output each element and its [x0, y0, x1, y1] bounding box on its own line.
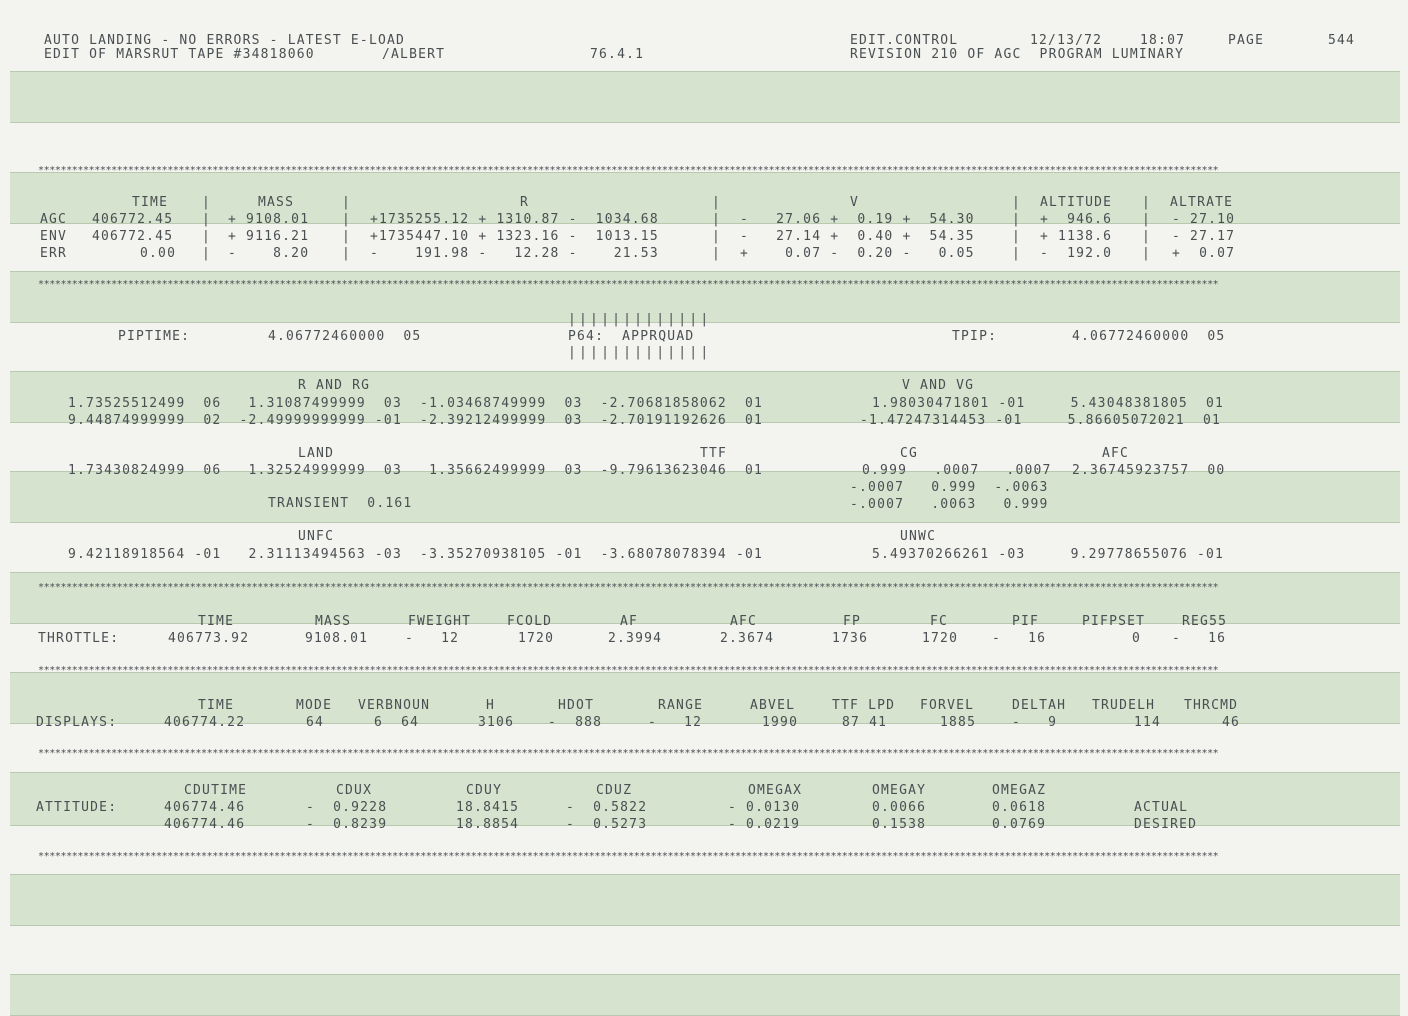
star-separator: ****************************************************************************************************************************************************************************************************************** [38, 582, 1219, 593]
displays-value: 114 [1134, 715, 1162, 730]
col-sep: | [712, 212, 722, 227]
attitude-header: OMEGAY [872, 783, 927, 798]
header-edit-control: EDIT.CONTROL [850, 33, 959, 48]
col-header-time: TIME [132, 195, 169, 210]
col-header-mass: MASS [258, 195, 295, 210]
cell-v: - 27.06 + 0.19 + 54.30 [740, 212, 975, 227]
throttle-header: PIFPSET [1082, 614, 1146, 629]
attitude-header: CDUX [336, 783, 373, 798]
attitude-value: - 0.9228 [306, 800, 388, 815]
col-sep: | [342, 212, 352, 227]
attitude-header: CDUY [466, 783, 503, 798]
cell-altrate: - 27.10 [1172, 212, 1236, 227]
header-time: 18:07 [1140, 33, 1186, 48]
col-sep: | [202, 229, 212, 244]
col-header-v: V [850, 195, 860, 210]
throttle-label: THROTTLE: [38, 631, 120, 646]
displays-header: H [486, 698, 496, 713]
v-and-vg-title: V AND VG [902, 378, 975, 393]
displays-header: DELTAH [1012, 698, 1067, 713]
throttle-value: 1736 [832, 631, 869, 646]
throttle-value: 406773.92 [168, 631, 250, 646]
col-sep: | [202, 246, 212, 261]
star-separator: ****************************************************************************************************************************************************************************************************************** [38, 165, 1219, 176]
land-title: LAND [298, 446, 335, 461]
throttle-value: - 16 [992, 631, 1047, 646]
throttle-header: TIME [198, 614, 235, 629]
piptime-label: PIPTIME: [118, 329, 191, 344]
row-label: ERR [40, 246, 68, 261]
cell-r: +1735255.12 + 1310.87 - 1034.68 [370, 212, 659, 227]
pip-bars-bottom: ||||||||||||| [568, 345, 712, 360]
unfc-row: 9.42118918564 -01 2.31113494563 -03 -3.35270938105 -01 -3.68078078394 -01 [68, 547, 764, 562]
attitude-label: ATTITUDE: [36, 800, 118, 815]
attitude-value: 0.0769 [992, 817, 1047, 832]
cg-title: CG [900, 446, 919, 461]
cell-mass: + 9108.01 [228, 212, 310, 227]
throttle-header: FP [843, 614, 862, 629]
pip-bars-top: ||||||||||||| [568, 312, 712, 327]
cell-r: +1735447.10 + 1323.16 - 1013.15 [370, 229, 659, 244]
cell-r: - 191.98 - 12.28 - 21.53 [370, 246, 659, 261]
col-sep: | [342, 246, 352, 261]
col-sep: | [712, 246, 722, 261]
header-page-label: PAGE [1228, 33, 1265, 48]
throttle-value: 0 [1132, 631, 1142, 646]
throttle-value: 2.3994 [608, 631, 663, 646]
cell-v: + 0.07 - 0.20 - 0.05 [740, 246, 975, 261]
throttle-header: MASS [315, 614, 352, 629]
star-separator: ****************************************************************************************************************************************************************************************************************** [38, 851, 1219, 862]
tpip-value: 4.06772460000 05 [1072, 329, 1226, 344]
displays-label: DISPLAYS: [36, 715, 118, 730]
afc-title: AFC [1102, 446, 1130, 461]
cell-altitude: + 946.6 [1040, 212, 1113, 227]
col-sep: | [342, 229, 352, 244]
r-row-2: 9.44874999999 02 -2.49999999999 -01 -2.39212499999 03 -2.70191192626 01 [68, 413, 764, 428]
col-sep: | [1012, 195, 1022, 210]
displays-value: 64 [306, 715, 325, 730]
col-sep: | [712, 229, 722, 244]
displays-value: - 9 [1012, 715, 1058, 730]
col-header-r: R [520, 195, 530, 210]
col-sep: | [1142, 246, 1152, 261]
cell-altitude: + 1138.6 [1040, 229, 1113, 244]
afc-value: 2.36745923757 00 [1072, 463, 1226, 478]
attitude-value: 18.8415 [456, 800, 520, 815]
displays-header: HDOT [558, 698, 595, 713]
attitude-value: 406774.46 [164, 817, 246, 832]
attitude-tag: DESIRED [1134, 817, 1198, 832]
paper-band [10, 471, 1400, 523]
cell-altrate: - 27.17 [1172, 229, 1236, 244]
r-and-rg-title: R AND RG [298, 378, 371, 393]
cell-mass: + 9116.21 [228, 229, 310, 244]
displays-value: 1885 [940, 715, 977, 730]
col-header-altitude: ALTITUDE [1040, 195, 1113, 210]
col-sep: | [1142, 212, 1152, 227]
attitude-value: - 0.5822 [566, 800, 648, 815]
attitude-header: CDUZ [596, 783, 633, 798]
star-separator: ****************************************************************************************************************************************************************************************************************** [38, 279, 1219, 290]
throttle-header: AFC [730, 614, 758, 629]
attitude-value: 0.1538 [872, 817, 927, 832]
displays-value: 3106 [478, 715, 515, 730]
displays-value: 406774.22 [164, 715, 246, 730]
header-date: 12/13/72 [1030, 33, 1103, 48]
throttle-value: 1720 [518, 631, 555, 646]
attitude-value: 406774.46 [164, 800, 246, 815]
displays-value: - 888 [548, 715, 603, 730]
throttle-value: - 16 [1172, 631, 1227, 646]
displays-value: - 12 [648, 715, 703, 730]
attitude-value: - 0.0130 [728, 800, 801, 815]
cg-row-3: -.0007 .0063 0.999 [850, 497, 1049, 512]
cell-time: 406772.45 [92, 229, 174, 244]
throttle-header: FC [930, 614, 949, 629]
displays-value: 1990 [762, 715, 799, 730]
header-user: /ALBERT [382, 47, 446, 62]
attitude-value: - 0.0219 [728, 817, 801, 832]
throttle-value: 9108.01 [305, 631, 369, 646]
transient-readout: TRANSIENT 0.161 [268, 496, 413, 511]
col-sep: | [1012, 246, 1022, 261]
header-version: 76.4.1 [590, 47, 645, 62]
row-label: ENV [40, 229, 68, 244]
displays-value: 6 64 [374, 715, 420, 730]
displays-header: THRCMD [1184, 698, 1239, 713]
attitude-header: OMEGAZ [992, 783, 1047, 798]
star-separator: ****************************************************************************************************************************************************************************************************************** [38, 665, 1219, 676]
cg-row-1: 0.999 .0007 .0007 [862, 463, 1052, 478]
throttle-header: FWEIGHT [408, 614, 472, 629]
r-row-1: 1.73525512499 06 1.31087499999 03 -1.03468749999 03 -2.70681858062 01 [68, 396, 764, 411]
col-sep: | [712, 195, 722, 210]
col-sep: | [1142, 195, 1152, 210]
cell-mass: - 8.20 [228, 246, 310, 261]
unwc-title: UNWC [900, 529, 937, 544]
displays-value: 46 [1222, 715, 1241, 730]
throttle-value: 1720 [922, 631, 959, 646]
throttle-value: 2.3674 [720, 631, 775, 646]
v-row-1: 1.98030471801 -01 5.43048381805 01 [872, 396, 1225, 411]
cell-altrate: + 0.07 [1172, 246, 1236, 261]
unwc-row: 5.49370266261 -03 9.29778655076 -01 [872, 547, 1225, 562]
throttle-header: PIF [1012, 614, 1040, 629]
star-separator: ****************************************************************************************************************************************************************************************************************** [38, 748, 1219, 759]
cg-row-2: -.0007 0.999 -.0063 [850, 480, 1049, 495]
paper-band [10, 71, 1400, 123]
col-sep: | [202, 195, 212, 210]
v-row-2: -1.47247314453 -01 5.86605072021 01 [860, 413, 1222, 428]
cell-altitude: - 192.0 [1040, 246, 1113, 261]
displays-header: TIME [198, 698, 235, 713]
header-revision: REVISION 210 OF AGC PROGRAM LUMINARY [850, 47, 1184, 62]
throttle-value: - 12 [405, 631, 460, 646]
land-row: 1.73430824999 06 1.32524999999 03 1.35662499999 03 -9.79613623046 01 [68, 463, 764, 478]
attitude-value: 18.8854 [456, 817, 520, 832]
unfc-title: UNFC [298, 529, 335, 544]
paper-band [10, 974, 1400, 1016]
paper-band [10, 874, 1400, 926]
ttf-title: TTF [700, 446, 728, 461]
attitude-tag: ACTUAL [1134, 800, 1189, 815]
throttle-header: AF [620, 614, 639, 629]
row-label: AGC [40, 212, 68, 227]
col-sep: | [1142, 229, 1152, 244]
cell-time: 0.00 [140, 246, 177, 261]
program-label: P64: APPRQUAD [568, 329, 695, 344]
attitude-value: - 0.8239 [306, 817, 388, 832]
cell-time: 406772.45 [92, 212, 174, 227]
cell-v: - 27.14 + 0.40 + 54.35 [740, 229, 975, 244]
attitude-value: 0.0066 [872, 800, 927, 815]
displays-value: 87 41 [842, 715, 888, 730]
col-header-altrate: ALTRATE [1170, 195, 1234, 210]
displays-header: FORVEL [920, 698, 975, 713]
displays-header: ABVEL [750, 698, 796, 713]
throttle-header: FCOLD [507, 614, 553, 629]
piptime-value: 4.06772460000 05 [268, 329, 422, 344]
displays-header: RANGE [658, 698, 704, 713]
col-sep: | [342, 195, 352, 210]
displays-header: TTF LPD [832, 698, 896, 713]
col-sep: | [1012, 212, 1022, 227]
throttle-header: REG55 [1182, 614, 1228, 629]
displays-header: VERBNOUN [358, 698, 431, 713]
tpip-label: TPIP: [952, 329, 998, 344]
attitude-header: CDUTIME [184, 783, 248, 798]
displays-header: MODE [296, 698, 333, 713]
displays-header: TRUDELH [1092, 698, 1156, 713]
header-page-number: 544 [1328, 33, 1356, 48]
attitude-header: OMEGAX [748, 783, 803, 798]
attitude-value: 0.0618 [992, 800, 1047, 815]
col-sep: | [1012, 229, 1022, 244]
header-title: AUTO LANDING - NO ERRORS - LATEST E-LOAD [44, 33, 406, 48]
header-tape: EDIT OF MARSRUT TAPE #34818060 [44, 47, 315, 62]
attitude-value: - 0.5273 [566, 817, 648, 832]
col-sep: | [202, 212, 212, 227]
